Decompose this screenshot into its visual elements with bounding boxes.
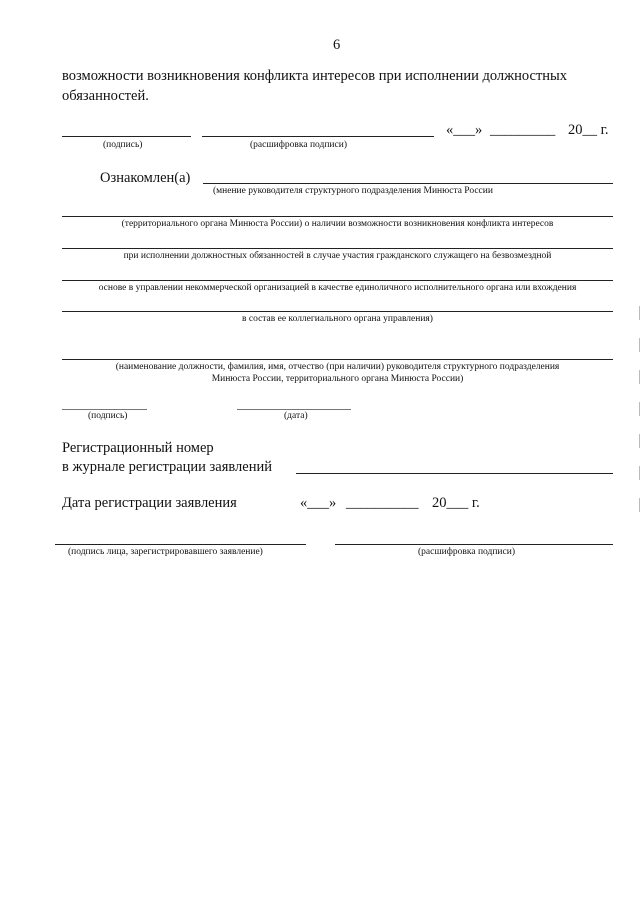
page-number: 6 xyxy=(333,37,341,53)
head-date-caption: (дата) xyxy=(284,411,308,421)
signature-line xyxy=(62,136,191,137)
registrar-signature-line xyxy=(55,544,306,545)
registration-number-label-2: в журнале регистрации заявлений xyxy=(62,459,272,475)
decoding-caption: (расшифровка подписи) xyxy=(250,140,347,150)
scan-edge-mark xyxy=(636,498,640,512)
opinion-caption-3: при исполнении должностных обязанностей в случае участия гражданского служащего на безвозмездной xyxy=(123,251,552,261)
head-name-line xyxy=(62,359,613,360)
decoding-line xyxy=(202,136,434,137)
head-date-line xyxy=(237,409,351,410)
opinion-caption-5: в состав ее коллегиального органа управления) xyxy=(242,314,433,324)
registration-number-label-1: Регистрационный номер xyxy=(62,440,214,456)
scan-edge-mark xyxy=(636,338,640,352)
registration-date-day: «___» xyxy=(300,495,337,511)
registration-date-year: 20___ г. xyxy=(432,495,480,511)
scan-edge-mark xyxy=(636,402,640,416)
scan-edge-mark xyxy=(636,434,640,448)
head-caption-1: (наименование должности, фамилия, имя, отчество (при наличии) руководителя структурного подразделения xyxy=(115,362,560,372)
signature-caption: (подпись) xyxy=(103,140,143,150)
opinion-line-4 xyxy=(62,280,613,281)
registration-number-line xyxy=(296,473,613,474)
intro-line-1: возможности возникновения конфликта интересов при исполнении должностных xyxy=(62,68,568,84)
head-signature-caption: (подпись) xyxy=(88,411,128,421)
date-day: «___» xyxy=(446,122,483,138)
date-year: 20__ г. xyxy=(568,122,609,138)
registrar-decoding-line xyxy=(335,544,613,545)
opinion-line-5 xyxy=(62,311,613,312)
intro-line-2: обязанностей. xyxy=(62,88,149,104)
registrar-signature-caption: (подпись лица, зарегистрировавшего заявление) xyxy=(68,547,263,557)
acquainted-label: Ознакомлен(а) xyxy=(100,170,191,186)
opinion-caption-2: (территориального органа Минюста России) о наличии возможности возникновения конфликта интересов xyxy=(121,219,554,229)
head-signature-line xyxy=(62,409,147,410)
head-caption-2: Минюста России, территориального органа Минюста России) xyxy=(211,374,464,384)
scan-edge-mark xyxy=(636,306,640,320)
opinion-line-3 xyxy=(62,248,613,249)
opinion-caption-4: основе в управлении некоммерческой организацией в качестве единоличного исполнительного органа или вхождения xyxy=(98,283,577,293)
scan-edge-mark xyxy=(636,370,640,384)
scan-edge-mark xyxy=(636,466,640,480)
registrar-decoding-caption: (расшифровка подписи) xyxy=(418,547,515,557)
registration-date-label: Дата регистрации заявления xyxy=(62,495,237,511)
registration-date-month: __________ xyxy=(346,495,419,511)
date-month: _________ xyxy=(490,122,556,138)
opinion-line-1 xyxy=(203,183,613,184)
opinion-caption-1: (мнение руководителя структурного подразделения Минюста России xyxy=(213,186,493,196)
opinion-line-2 xyxy=(62,216,613,217)
